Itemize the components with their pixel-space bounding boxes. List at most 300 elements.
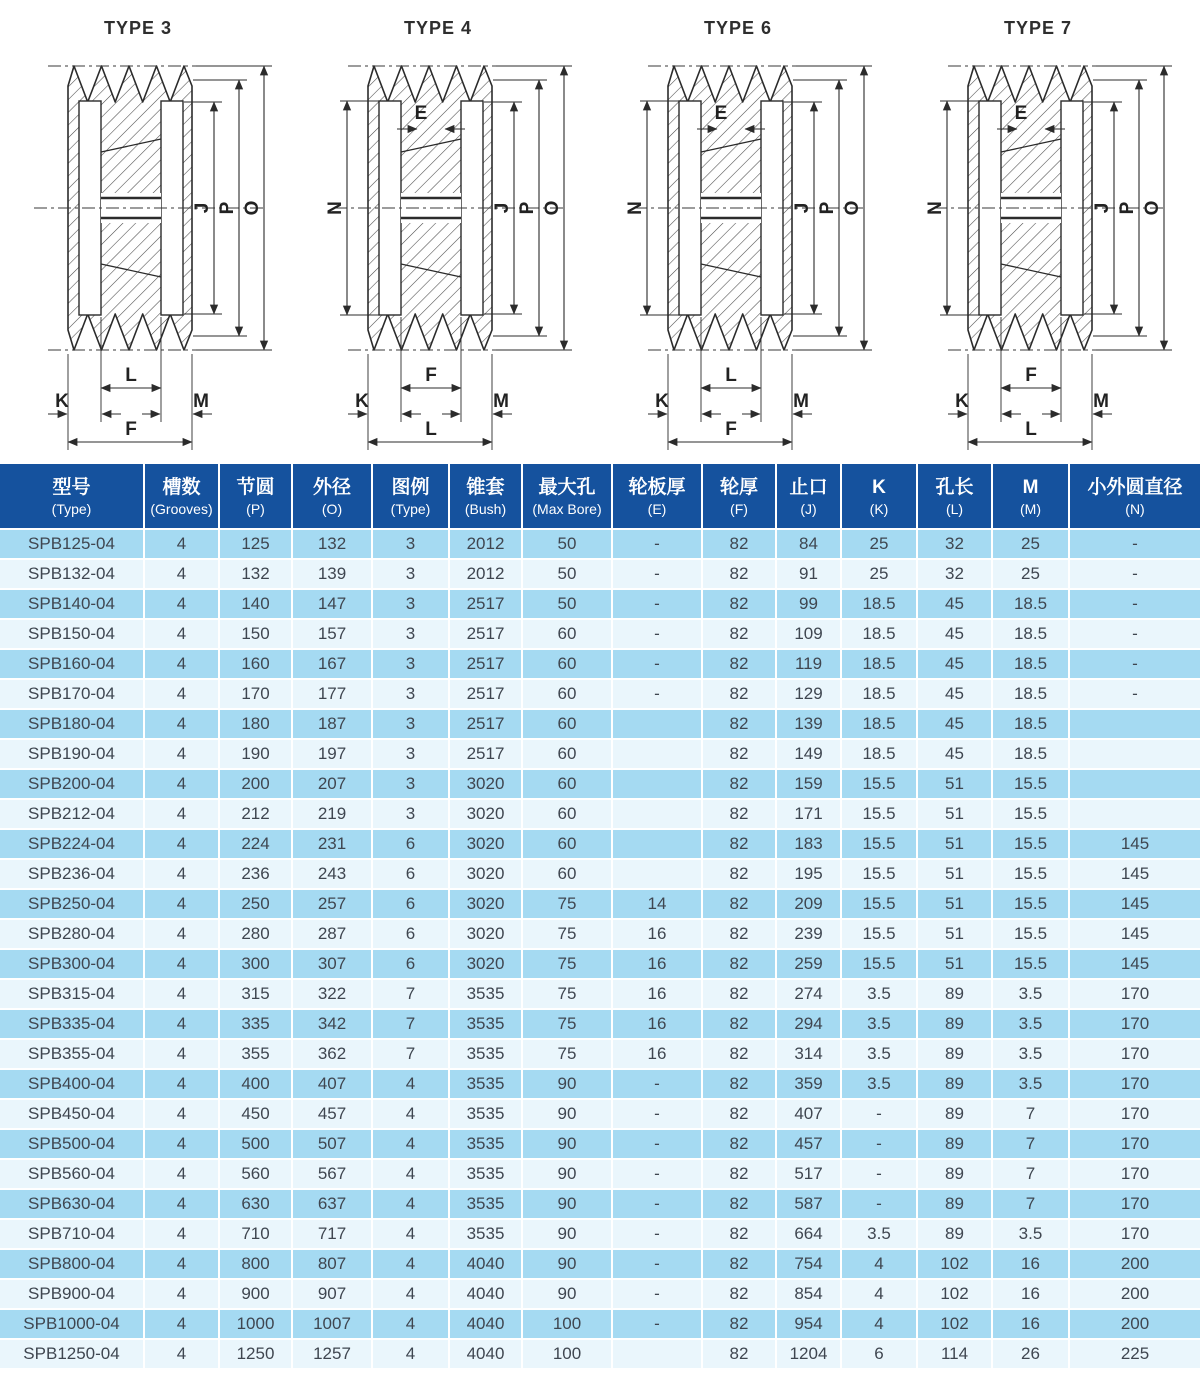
- table-cell: 3.5: [842, 1070, 918, 1100]
- table-cell: 4: [373, 1160, 450, 1190]
- table-row: [0, 920, 1200, 950]
- table-cell: 190: [220, 740, 293, 770]
- table-cell: 114: [918, 1340, 993, 1370]
- table-cell: 2517: [450, 650, 523, 680]
- dim-label-m: M: [193, 391, 209, 412]
- table-cell: 139: [777, 710, 842, 740]
- table-cell: 236: [220, 860, 293, 890]
- table-cell: 1000: [220, 1310, 293, 1340]
- table-cell: 50: [523, 560, 613, 590]
- table-cell: 145: [1070, 830, 1200, 860]
- table-cell: 800: [220, 1250, 293, 1280]
- table-cell: 82: [703, 560, 777, 590]
- table-cell: [613, 860, 703, 890]
- table-cell: 82: [703, 590, 777, 620]
- table-cell: 195: [777, 860, 842, 890]
- table-row: [0, 830, 1200, 860]
- table-cell: 75: [523, 980, 613, 1010]
- table-cell: SPB200-04: [0, 770, 145, 800]
- table-cell: 82: [703, 1040, 777, 1070]
- table-cell: -: [613, 560, 703, 590]
- table-cell: 150: [220, 620, 293, 650]
- table-cell: 170: [220, 680, 293, 710]
- table-cell: 907: [293, 1280, 373, 1310]
- table-cell: SPB900-04: [0, 1280, 145, 1310]
- table-cell: 129: [777, 680, 842, 710]
- table-cell: 45: [918, 680, 993, 710]
- table-cell: 16: [993, 1250, 1070, 1280]
- table-cell: 7: [373, 1040, 450, 1070]
- table-cell: 3.5: [993, 1010, 1070, 1040]
- column-header: 小外圆直径 (N): [1070, 464, 1200, 530]
- table-cell: 16: [613, 950, 703, 980]
- dim-label-k: K: [55, 391, 69, 412]
- table-cell: 294: [777, 1010, 842, 1040]
- table-row: [0, 530, 1200, 560]
- table-cell: 209: [777, 890, 842, 920]
- table-row: [0, 620, 1200, 650]
- table-cell: 51: [918, 920, 993, 950]
- table-cell: 145: [1070, 920, 1200, 950]
- table-cell: 2517: [450, 620, 523, 650]
- table-cell: 3535: [450, 1100, 523, 1130]
- dim-label-o: O: [1142, 200, 1163, 216]
- table-cell: 7: [993, 1130, 1070, 1160]
- table-cell: 207: [293, 770, 373, 800]
- table-cell: 6: [373, 860, 450, 890]
- table-row: [0, 560, 1200, 590]
- dim-label-m: M: [493, 391, 509, 412]
- figure-title: TYPE 3: [103, 18, 173, 38]
- table-cell: 1007: [293, 1310, 373, 1340]
- dim-label-m: M: [1093, 391, 1109, 412]
- table-cell: SPB560-04: [0, 1160, 145, 1190]
- table-cell: 60: [523, 830, 613, 860]
- table-cell: -: [1070, 590, 1200, 620]
- dim-label-m: M: [793, 391, 809, 412]
- table-row: [0, 1070, 1200, 1100]
- table-cell: 51: [918, 950, 993, 980]
- table-cell: 60: [523, 620, 613, 650]
- table-cell: 16: [613, 920, 703, 950]
- table-cell: [613, 1340, 703, 1370]
- table-cell: 219: [293, 800, 373, 830]
- table-cell: 4: [145, 800, 220, 830]
- table-cell: 4: [842, 1280, 918, 1310]
- table-cell: 147: [293, 590, 373, 620]
- table-cell: -: [613, 620, 703, 650]
- table-cell: 18.5: [993, 620, 1070, 650]
- table-cell: 3: [373, 800, 450, 830]
- table-cell: 754: [777, 1250, 842, 1280]
- table-cell: 89: [918, 1190, 993, 1220]
- table-cell: SPB1250-04: [0, 1340, 145, 1370]
- table-cell: 89: [918, 1100, 993, 1130]
- table-cell: 15.5: [993, 950, 1070, 980]
- table-cell: 132: [220, 560, 293, 590]
- table-cell: 160: [220, 650, 293, 680]
- table-cell: 457: [777, 1130, 842, 1160]
- table-cell: 4: [145, 1010, 220, 1040]
- table-cell: 224: [220, 830, 293, 860]
- table-cell: 170: [1070, 1130, 1200, 1160]
- table-cell: 4: [373, 1280, 450, 1310]
- table-cell: 183: [777, 830, 842, 860]
- table-cell: 6: [373, 950, 450, 980]
- table-cell: 82: [703, 1250, 777, 1280]
- table-cell: 717: [293, 1220, 373, 1250]
- table-cell: 89: [918, 1130, 993, 1160]
- table-cell: 50: [523, 530, 613, 560]
- table-cell: 170: [1070, 1010, 1200, 1040]
- table-cell: 250: [220, 890, 293, 920]
- table-cell: 15.5: [842, 800, 918, 830]
- table-row: [0, 1250, 1200, 1280]
- table-cell: [1070, 710, 1200, 740]
- column-header: 外径 (O): [293, 464, 373, 530]
- table-cell: 4: [145, 860, 220, 890]
- table-cell: 15.5: [993, 800, 1070, 830]
- table-cell: 82: [703, 1190, 777, 1220]
- table-cell: 15.5: [993, 920, 1070, 950]
- table-cell: 15.5: [842, 860, 918, 890]
- table-cell: 3: [373, 740, 450, 770]
- table-row: [0, 1280, 1200, 1310]
- table-cell: 4: [145, 1100, 220, 1130]
- table-cell: 60: [523, 800, 613, 830]
- table-cell: -: [613, 590, 703, 620]
- dim-label-p: P: [817, 201, 838, 215]
- table-cell: 322: [293, 980, 373, 1010]
- table-cell: 51: [918, 770, 993, 800]
- table-cell: 4: [145, 890, 220, 920]
- pulley-figure: [900, 0, 1200, 464]
- table-cell: 180: [220, 710, 293, 740]
- table-cell: [613, 770, 703, 800]
- table-cell: 3535: [450, 1190, 523, 1220]
- table-cell: -: [1070, 650, 1200, 680]
- dim-label-n: N: [325, 201, 346, 215]
- dim-label-e: E: [1014, 103, 1028, 124]
- header-row: [0, 464, 1200, 530]
- table-cell: [1070, 800, 1200, 830]
- table-cell: 274: [777, 980, 842, 1010]
- table-cell: [613, 740, 703, 770]
- column-header: 轮板厚 (E): [613, 464, 703, 530]
- table-cell: 355: [220, 1040, 293, 1070]
- table-cell: 60: [523, 860, 613, 890]
- table-cell: -: [613, 1220, 703, 1250]
- table-cell: 450: [220, 1100, 293, 1130]
- pulley-figure: [0, 0, 300, 464]
- table-cell: 3: [373, 650, 450, 680]
- table-cell: 2012: [450, 530, 523, 560]
- table-cell: 4: [145, 680, 220, 710]
- table-cell: 4: [145, 560, 220, 590]
- table-cell: 342: [293, 1010, 373, 1040]
- table-cell: 212: [220, 800, 293, 830]
- dim-label-bottom-outer: L: [425, 419, 437, 440]
- table-cell: 1204: [777, 1340, 842, 1370]
- table-cell: -: [613, 530, 703, 560]
- table-cell: -: [613, 1190, 703, 1220]
- table-cell: 82: [703, 920, 777, 950]
- table-cell: 26: [993, 1340, 1070, 1370]
- dim-label-k: K: [655, 391, 669, 412]
- table-cell: 4: [145, 1040, 220, 1070]
- table-cell: SPB355-04: [0, 1040, 145, 1070]
- table-cell: 18.5: [842, 620, 918, 650]
- table-cell: 3020: [450, 830, 523, 860]
- dim-label-k: K: [355, 391, 369, 412]
- table-cell: 177: [293, 680, 373, 710]
- table-cell: 3020: [450, 770, 523, 800]
- table-cell: 4: [145, 1220, 220, 1250]
- column-header: 锥套 (Bush): [450, 464, 523, 530]
- table-cell: 90: [523, 1250, 613, 1280]
- table-cell: 3.5: [993, 1220, 1070, 1250]
- column-header: 节圆 (P): [220, 464, 293, 530]
- table-cell: 15.5: [842, 890, 918, 920]
- table-cell: 3: [373, 530, 450, 560]
- table-cell: 7: [993, 1190, 1070, 1220]
- table-cell: 82: [703, 1130, 777, 1160]
- table-cell: 18.5: [842, 740, 918, 770]
- table-cell: 3535: [450, 1130, 523, 1160]
- table-cell: SPB160-04: [0, 650, 145, 680]
- figure-title: TYPE 4: [403, 18, 473, 38]
- table-cell: 82: [703, 950, 777, 980]
- table-cell: 51: [918, 830, 993, 860]
- dim-label-bottom-outer: F: [125, 419, 137, 440]
- table-cell: 102: [918, 1310, 993, 1340]
- table-cell: 25: [842, 530, 918, 560]
- table-cell: 3535: [450, 1220, 523, 1250]
- table-cell: 200: [1070, 1310, 1200, 1340]
- table-cell: -: [613, 1070, 703, 1100]
- table-cell: 243: [293, 860, 373, 890]
- table-cell: 3020: [450, 920, 523, 950]
- table-cell: 90: [523, 1070, 613, 1100]
- table-cell: 259: [777, 950, 842, 980]
- table-cell: 82: [703, 620, 777, 650]
- table-cell: 4: [145, 1160, 220, 1190]
- table-cell: 102: [918, 1280, 993, 1310]
- table-cell: 82: [703, 800, 777, 830]
- table-cell: -: [613, 1100, 703, 1130]
- dim-label-j: J: [492, 202, 513, 214]
- table-cell: 139: [293, 560, 373, 590]
- table-cell: SPB315-04: [0, 980, 145, 1010]
- table-cell: 560: [220, 1160, 293, 1190]
- figure-title: TYPE 6: [703, 18, 773, 38]
- table-cell: 82: [703, 1160, 777, 1190]
- pulley-figure: [300, 0, 600, 464]
- table-cell: 32: [918, 560, 993, 590]
- table-cell: 4: [145, 770, 220, 800]
- table-cell: 457: [293, 1100, 373, 1130]
- table-cell: 18.5: [842, 590, 918, 620]
- table-cell: 82: [703, 1220, 777, 1250]
- table-cell: 170: [1070, 1160, 1200, 1190]
- column-header: 型号 (Type): [0, 464, 145, 530]
- table-cell: -: [842, 1190, 918, 1220]
- table-cell: 89: [918, 980, 993, 1010]
- pulley-drawing: [300, 0, 600, 464]
- table-cell: 239: [777, 920, 842, 950]
- table-cell: 4: [373, 1190, 450, 1220]
- table-cell: 60: [523, 710, 613, 740]
- dim-label-bottom-inner: F: [425, 365, 437, 386]
- table-cell: -: [1070, 680, 1200, 710]
- table-cell: 51: [918, 860, 993, 890]
- table-cell: 15.5: [993, 830, 1070, 860]
- table-cell: 4040: [450, 1340, 523, 1370]
- table-cell: 132: [293, 530, 373, 560]
- table-cell: 4: [145, 980, 220, 1010]
- table-cell: 2517: [450, 680, 523, 710]
- table-cell: 4: [145, 1130, 220, 1160]
- table-row: [0, 1310, 1200, 1340]
- table-cell: 1250: [220, 1340, 293, 1370]
- table-row: [0, 860, 1200, 890]
- table-row: [0, 1160, 1200, 1190]
- table-cell: 16: [613, 980, 703, 1010]
- table-cell: 4040: [450, 1280, 523, 1310]
- table-row: [0, 770, 1200, 800]
- table-cell: 6: [373, 830, 450, 860]
- table-cell: 630: [220, 1190, 293, 1220]
- table-cell: 3020: [450, 800, 523, 830]
- table-cell: 4: [145, 1250, 220, 1280]
- table-cell: 90: [523, 1190, 613, 1220]
- table-cell: 109: [777, 620, 842, 650]
- table-cell: 75: [523, 1010, 613, 1040]
- table-cell: 170: [1070, 1100, 1200, 1130]
- dim-label-bottom-inner: L: [725, 365, 737, 386]
- table-cell: SPB280-04: [0, 920, 145, 950]
- table-cell: SPB1000-04: [0, 1310, 145, 1340]
- table-cell: 225: [1070, 1340, 1200, 1370]
- table-cell: 18.5: [993, 710, 1070, 740]
- table-row: [0, 980, 1200, 1010]
- table-cell: 82: [703, 1340, 777, 1370]
- table-cell: -: [613, 1250, 703, 1280]
- table-cell: 3.5: [993, 1070, 1070, 1100]
- table-cell: 3: [373, 590, 450, 620]
- dim-label-p: P: [217, 201, 238, 215]
- pulley-figure: [600, 0, 900, 464]
- table-cell: 15.5: [842, 920, 918, 950]
- table-cell: -: [613, 1310, 703, 1340]
- table-row: [0, 710, 1200, 740]
- table-cell: 3.5: [842, 1040, 918, 1070]
- table-cell: 18.5: [842, 650, 918, 680]
- table-cell: 3.5: [842, 1220, 918, 1250]
- table-cell: 15.5: [993, 890, 1070, 920]
- column-header: 槽数 (Grooves): [145, 464, 220, 530]
- dim-label-o: O: [242, 200, 263, 216]
- table-cell: 90: [523, 1100, 613, 1130]
- dim-label-j: J: [192, 202, 213, 214]
- table-cell: 637: [293, 1190, 373, 1220]
- table-cell: 4: [145, 920, 220, 950]
- table-cell: 335: [220, 1010, 293, 1040]
- table-cell: 14: [613, 890, 703, 920]
- dim-label-n: N: [625, 201, 646, 215]
- table-row: [0, 740, 1200, 770]
- drawings-row: [0, 0, 1200, 464]
- table-cell: 587: [777, 1190, 842, 1220]
- table-cell: 90: [523, 1130, 613, 1160]
- table-cell: 4: [145, 530, 220, 560]
- table-cell: 400: [220, 1070, 293, 1100]
- table-cell: -: [1070, 530, 1200, 560]
- table-cell: 1257: [293, 1340, 373, 1370]
- table-cell: 32: [918, 530, 993, 560]
- table-cell: 4: [373, 1250, 450, 1280]
- table-cell: 200: [220, 770, 293, 800]
- table-cell: 231: [293, 830, 373, 860]
- table-cell: 6: [842, 1340, 918, 1370]
- table-cell: 4: [145, 740, 220, 770]
- table-cell: 307: [293, 950, 373, 980]
- table-cell: 900: [220, 1280, 293, 1310]
- table-cell: 3: [373, 680, 450, 710]
- table-cell: 25: [842, 560, 918, 590]
- table-cell: 89: [918, 1160, 993, 1190]
- table-cell: 25: [993, 530, 1070, 560]
- table-cell: 2012: [450, 560, 523, 590]
- table-cell: 4: [145, 1340, 220, 1370]
- table-cell: 7: [993, 1160, 1070, 1190]
- dim-label-e: E: [714, 103, 728, 124]
- table-row: [0, 800, 1200, 830]
- table-cell: 18.5: [842, 710, 918, 740]
- table-row: [0, 590, 1200, 620]
- table-cell: 4: [145, 590, 220, 620]
- table-cell: 16: [993, 1280, 1070, 1310]
- table-cell: 140: [220, 590, 293, 620]
- table-cell: 4: [842, 1310, 918, 1340]
- table-cell: 4040: [450, 1310, 523, 1340]
- table-cell: SPB236-04: [0, 860, 145, 890]
- table-cell: 3.5: [993, 980, 1070, 1010]
- table-cell: 200: [1070, 1280, 1200, 1310]
- table-cell: 89: [918, 1040, 993, 1070]
- table-cell: 45: [918, 650, 993, 680]
- table-cell: 4: [145, 830, 220, 860]
- table-cell: 500: [220, 1130, 293, 1160]
- table-cell: 167: [293, 650, 373, 680]
- table-cell: 710: [220, 1220, 293, 1250]
- table-cell: 4: [145, 620, 220, 650]
- table-cell: 200: [1070, 1250, 1200, 1280]
- table-cell: 3535: [450, 1040, 523, 1070]
- table-cell: 18.5: [842, 680, 918, 710]
- dim-label-o: O: [842, 200, 863, 216]
- table-cell: 4: [145, 710, 220, 740]
- table-cell: 82: [703, 710, 777, 740]
- table-cell: 2517: [450, 590, 523, 620]
- table-cell: 89: [918, 1220, 993, 1250]
- table-cell: 287: [293, 920, 373, 950]
- dim-label-o: O: [542, 200, 563, 216]
- table-cell: 300: [220, 950, 293, 980]
- table-cell: SPB170-04: [0, 680, 145, 710]
- table-cell: 16: [613, 1040, 703, 1070]
- table-cell: -: [842, 1160, 918, 1190]
